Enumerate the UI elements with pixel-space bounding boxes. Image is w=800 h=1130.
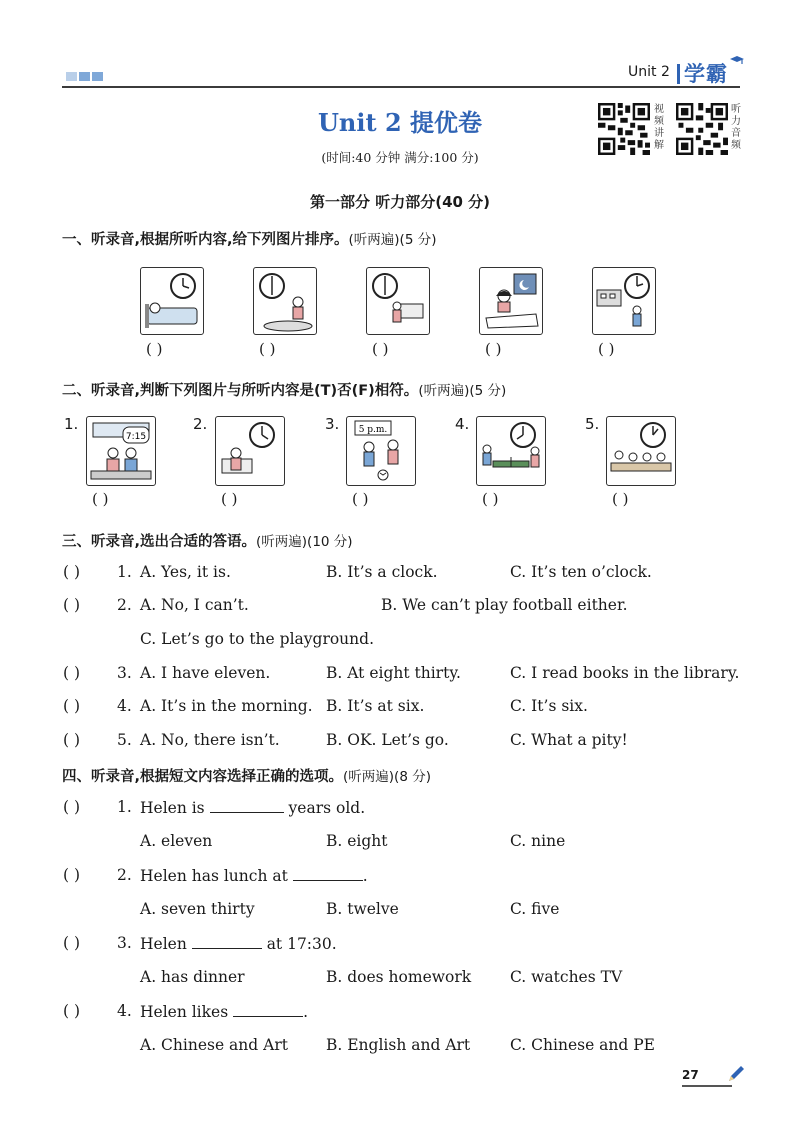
item-number: 4. [455, 415, 470, 433]
answer-paren[interactable]: ( ) [63, 798, 81, 816]
playing-football-icon [347, 417, 415, 485]
page-number: 27 [682, 1068, 699, 1082]
eating-breakfast-clock-icon [254, 268, 316, 334]
option-b: B. English and Art [326, 1036, 471, 1054]
option-c: C. nine [510, 832, 566, 850]
option-a: A. I have eleven. [140, 664, 271, 682]
option-c: C. Let’s go to the playground. [140, 630, 374, 648]
question-number: 5. [117, 731, 132, 749]
answer-paren[interactable]: ( ) [63, 596, 81, 614]
option-a: A. Yes, it is. [140, 563, 231, 581]
doing-homework-night-icon [480, 268, 542, 334]
option-c: C. Chinese and PE [510, 1036, 655, 1054]
option-c: C. watches TV [510, 968, 623, 986]
option-a: A. seven thirty [140, 900, 255, 918]
part-heading: 第一部分 听力部分(40 分) [309, 193, 491, 211]
answer-blank[interactable]: ( ) [612, 490, 629, 508]
question-number: 3. [117, 934, 132, 952]
answer-blank[interactable]: ( ) [259, 340, 276, 358]
graduation-cap-icon [730, 56, 744, 64]
sleeping-bed-clock-icon [141, 268, 203, 334]
option-c: C. What a pity! [510, 731, 628, 749]
picture-table-tennis [476, 416, 546, 486]
answer-paren[interactable]: ( ) [63, 1002, 81, 1020]
option-c: C. It’s ten o’clock. [510, 563, 652, 581]
picture-getting-up [366, 267, 430, 335]
item-number: 1. [64, 415, 79, 433]
picture-football [346, 416, 416, 486]
going-to-school-clock-icon [593, 268, 655, 334]
item-number: 3. [325, 415, 340, 433]
brand-logo: 学霸 [684, 62, 728, 86]
table-tennis-icon [477, 417, 545, 485]
answer-paren[interactable]: ( ) [63, 563, 81, 581]
question-number: 1. [117, 798, 132, 816]
option-a: A. has dinner [140, 968, 245, 986]
getting-up-clock-icon [367, 268, 429, 334]
answer-blank[interactable]: ( ) [482, 490, 499, 508]
question-text: Helen likes . [140, 1003, 309, 1021]
answer-blank[interactable]: ( ) [485, 340, 502, 358]
option-b: B. does homework [326, 968, 472, 986]
option-c: C. I read books in the library. [510, 664, 740, 682]
fill-blank[interactable] [192, 934, 262, 949]
question-number: 4. [117, 697, 132, 715]
answer-paren[interactable]: ( ) [63, 934, 81, 952]
option-c: C. five [510, 900, 560, 918]
time-label: 5 p.m. [358, 425, 388, 435]
answer-blank[interactable]: ( ) [146, 340, 163, 358]
question-number: 4. [117, 1002, 132, 1020]
section3-heading: 三、听录音,选出合适的答语。(听两遍)(10 分) [62, 534, 353, 550]
fill-blank[interactable] [210, 798, 284, 813]
picture-classroom [606, 416, 676, 486]
picture-school [592, 267, 656, 335]
question-number: 2. [117, 596, 132, 614]
picture-homework [479, 267, 543, 335]
header-divider [677, 64, 680, 84]
picture-breakfast [253, 267, 317, 335]
answer-paren[interactable]: ( ) [63, 866, 81, 884]
header-rule [62, 86, 740, 88]
section2-heading: 二、听录音,判断下列图片与所听内容是(T)否(F)相符。(听两遍)(5 分) [62, 383, 507, 399]
question-text: Helen has lunch at . [140, 867, 368, 885]
answer-blank[interactable]: ( ) [352, 490, 369, 508]
clock-time-label: 7:15 [125, 432, 147, 442]
fill-blank[interactable] [233, 1002, 303, 1017]
option-b: B. It’s a clock. [326, 563, 438, 581]
question-text: Helen is years old. [140, 799, 366, 817]
bus-breakfast-icon [87, 417, 155, 485]
picture-bus [86, 416, 156, 486]
header-decoration [66, 72, 103, 81]
section4-heading: 四、听录音,根据短文内容选择正确的选项。(听两遍)(8 分) [62, 769, 431, 785]
classroom-icon [607, 417, 675, 485]
question-number: 3. [117, 664, 132, 682]
page-title: Unit 2 提优卷 [318, 108, 482, 137]
item-number: 2. [193, 415, 208, 433]
option-c: C. It’s six. [510, 697, 588, 715]
option-b: B. At eight thirty. [326, 664, 461, 682]
header-unit-label: Unit 2 [628, 64, 670, 80]
qr-label-audio: 听力音频 [731, 104, 741, 151]
question-number: 1. [117, 563, 132, 581]
fill-blank[interactable] [293, 866, 363, 881]
qr-code-icon[interactable] [598, 103, 650, 155]
option-a: A. No, there isn’t. [140, 731, 280, 749]
section1-heading: 一、听录音,根据所听内容,给下列图片排序。(听两遍)(5 分) [62, 232, 437, 248]
pencil-icon [726, 1064, 746, 1084]
qr-label-video: 视频讲解 [654, 104, 664, 151]
getting-up-bed-icon [216, 417, 284, 485]
footer-rule [682, 1085, 732, 1087]
answer-blank[interactable]: ( ) [598, 340, 615, 358]
answer-paren[interactable]: ( ) [63, 697, 81, 715]
exam-info: (时间:40 分钟 满分:100 分) [321, 150, 479, 165]
answer-blank[interactable]: ( ) [372, 340, 389, 358]
option-a: A. It’s in the morning. [140, 697, 313, 715]
answer-paren[interactable]: ( ) [63, 664, 81, 682]
qr-code-icon[interactable] [676, 103, 728, 155]
option-b: B. It’s at six. [326, 697, 425, 715]
question-number: 2. [117, 866, 132, 884]
option-b: B. eight [326, 832, 388, 850]
option-b: B. OK. Let’s go. [326, 731, 449, 749]
answer-blank[interactable]: ( ) [92, 490, 109, 508]
picture-wake-up [215, 416, 285, 486]
option-a: A. No, I can’t. [140, 596, 249, 614]
answer-paren[interactable]: ( ) [63, 731, 81, 749]
option-a: A. eleven [140, 832, 213, 850]
answer-blank[interactable]: ( ) [221, 490, 238, 508]
item-number: 5. [585, 415, 600, 433]
option-b: B. We can’t play football either. [381, 596, 628, 614]
picture-sleeping [140, 267, 204, 335]
option-b: B. twelve [326, 900, 399, 918]
question-text: Helen at 17:30. [140, 935, 337, 953]
option-a: A. Chinese and Art [140, 1036, 288, 1054]
